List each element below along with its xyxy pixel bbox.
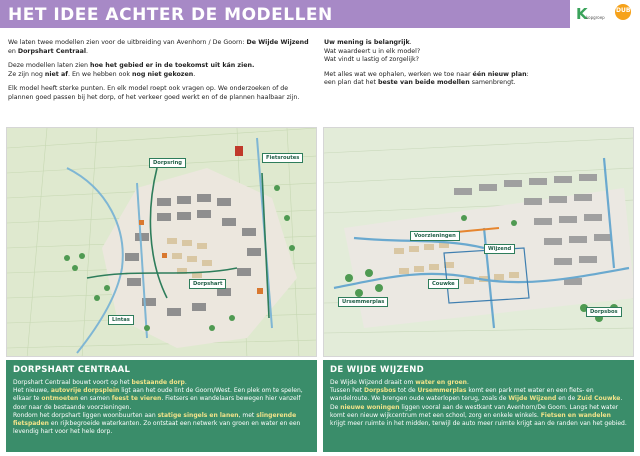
de-wijde-wijzend-panel xyxy=(323,360,634,452)
intro-right xyxy=(324,39,634,94)
intro-paragraph-3: Elk model heeft sterke punten. En elk model roept ook vragen op. We onderzoeken of de plannen goed passen bij het dorp, of het verkeer goed werkt en of de plannen haalbaar zijn. xyxy=(8,85,300,101)
opinion-block: Uw mening is belangrijk. Wat waardeert u in elk model? Wat vindt u lastig of zorgelijk? xyxy=(324,39,421,64)
label-voorzieningen: Voorzieningen xyxy=(410,231,460,241)
label-dorpshart: Dorpshart xyxy=(189,279,226,289)
label-lintas: Lintas xyxy=(108,315,134,325)
intro-paragraph-1: We laten twee modellen zien voor de uitbreiding van Avenhorn / De Goorn: De Wijde Wijzend en Dorpshart Centraal. xyxy=(8,39,309,55)
panel-body: Dorpshart Centraal bouwt voort op het bestaande dorp. Het nieuwe, autovrije dorpsplein ligt aan het oude lint de Goorn/West. Een plek om te spelen, elkaar te ontmoeten en samen feest te vieren. Fietsers en wandelaars bewegen hier vanzelf door naar de bestaande voorzieningen. Rondom het dorpshart liggen woonbuurten aan statige singels en lanen, met slingerende fietspaden en rijkbegroeide waterkanten. Zo ontstaat een netwerk van groen en water en een levendig hart voor het hele dorp. xyxy=(13,379,303,436)
dub-logo: DUB xyxy=(613,4,635,24)
next-step-block: Met alles wat we ophalen, werken we toe naar één nieuw plan: een plan dat het beste van beide modellen samenbrengt. xyxy=(324,70,529,87)
intro-paragraph-2: Deze modellen laten zien hoe het gebied er in de toekomst uit kán zien. Ze zijn nog niet af. En we hebben ook nog niet gekozen. xyxy=(8,62,255,78)
label-dorpsbos: Dorpsbos xyxy=(586,307,622,317)
header xyxy=(0,0,640,28)
landmark-marker xyxy=(235,146,243,156)
panel-title: DE WIJDE WIJZEND xyxy=(330,365,424,375)
label-fietsroutes: Fietsroutes xyxy=(262,153,303,163)
label-wijzend: Wijzend xyxy=(484,244,515,254)
kopgroep-logo: K kopgroep xyxy=(576,5,605,23)
map-dorpshart-centraal xyxy=(6,127,317,357)
label-ursemmerplas: Ursemmerplas xyxy=(338,297,388,307)
map-de-wijde-wijzend xyxy=(323,127,634,357)
panel-body: De Wijde Wijzend draait om water en groen. Tussen het Dorpsbos tot de Ursemmerplas komt een park met water en een fiets- en wandelroute. We brengen oude waterlopen terug, zoals de Wijde Wijzend en de Zuid Couwke. De nieuwe woningen liggen vooral aan de westkant van Avenhorn/De Goorn. Langs het water komt een nieuw wijkcentrum met een school, zorg en enkele winkels. Fietsen en wandelen krijgt meer ruimte in het midden, terwijl de auto meer ruimte krijgt aan de randen van het gebied. xyxy=(330,379,627,428)
panel-title: DORPSHART CENTRAAL xyxy=(13,365,131,375)
intro-left xyxy=(8,39,314,109)
dorpshart-centraal-panel xyxy=(6,360,317,452)
title-bar xyxy=(0,0,570,28)
page-title: HET IDEE ACHTER DE MODELLEN xyxy=(8,5,333,25)
label-dorpsring: Dorpsring xyxy=(149,158,186,168)
label-couwke: Couwke xyxy=(428,279,459,289)
map-wijzend-illustration xyxy=(324,128,634,357)
